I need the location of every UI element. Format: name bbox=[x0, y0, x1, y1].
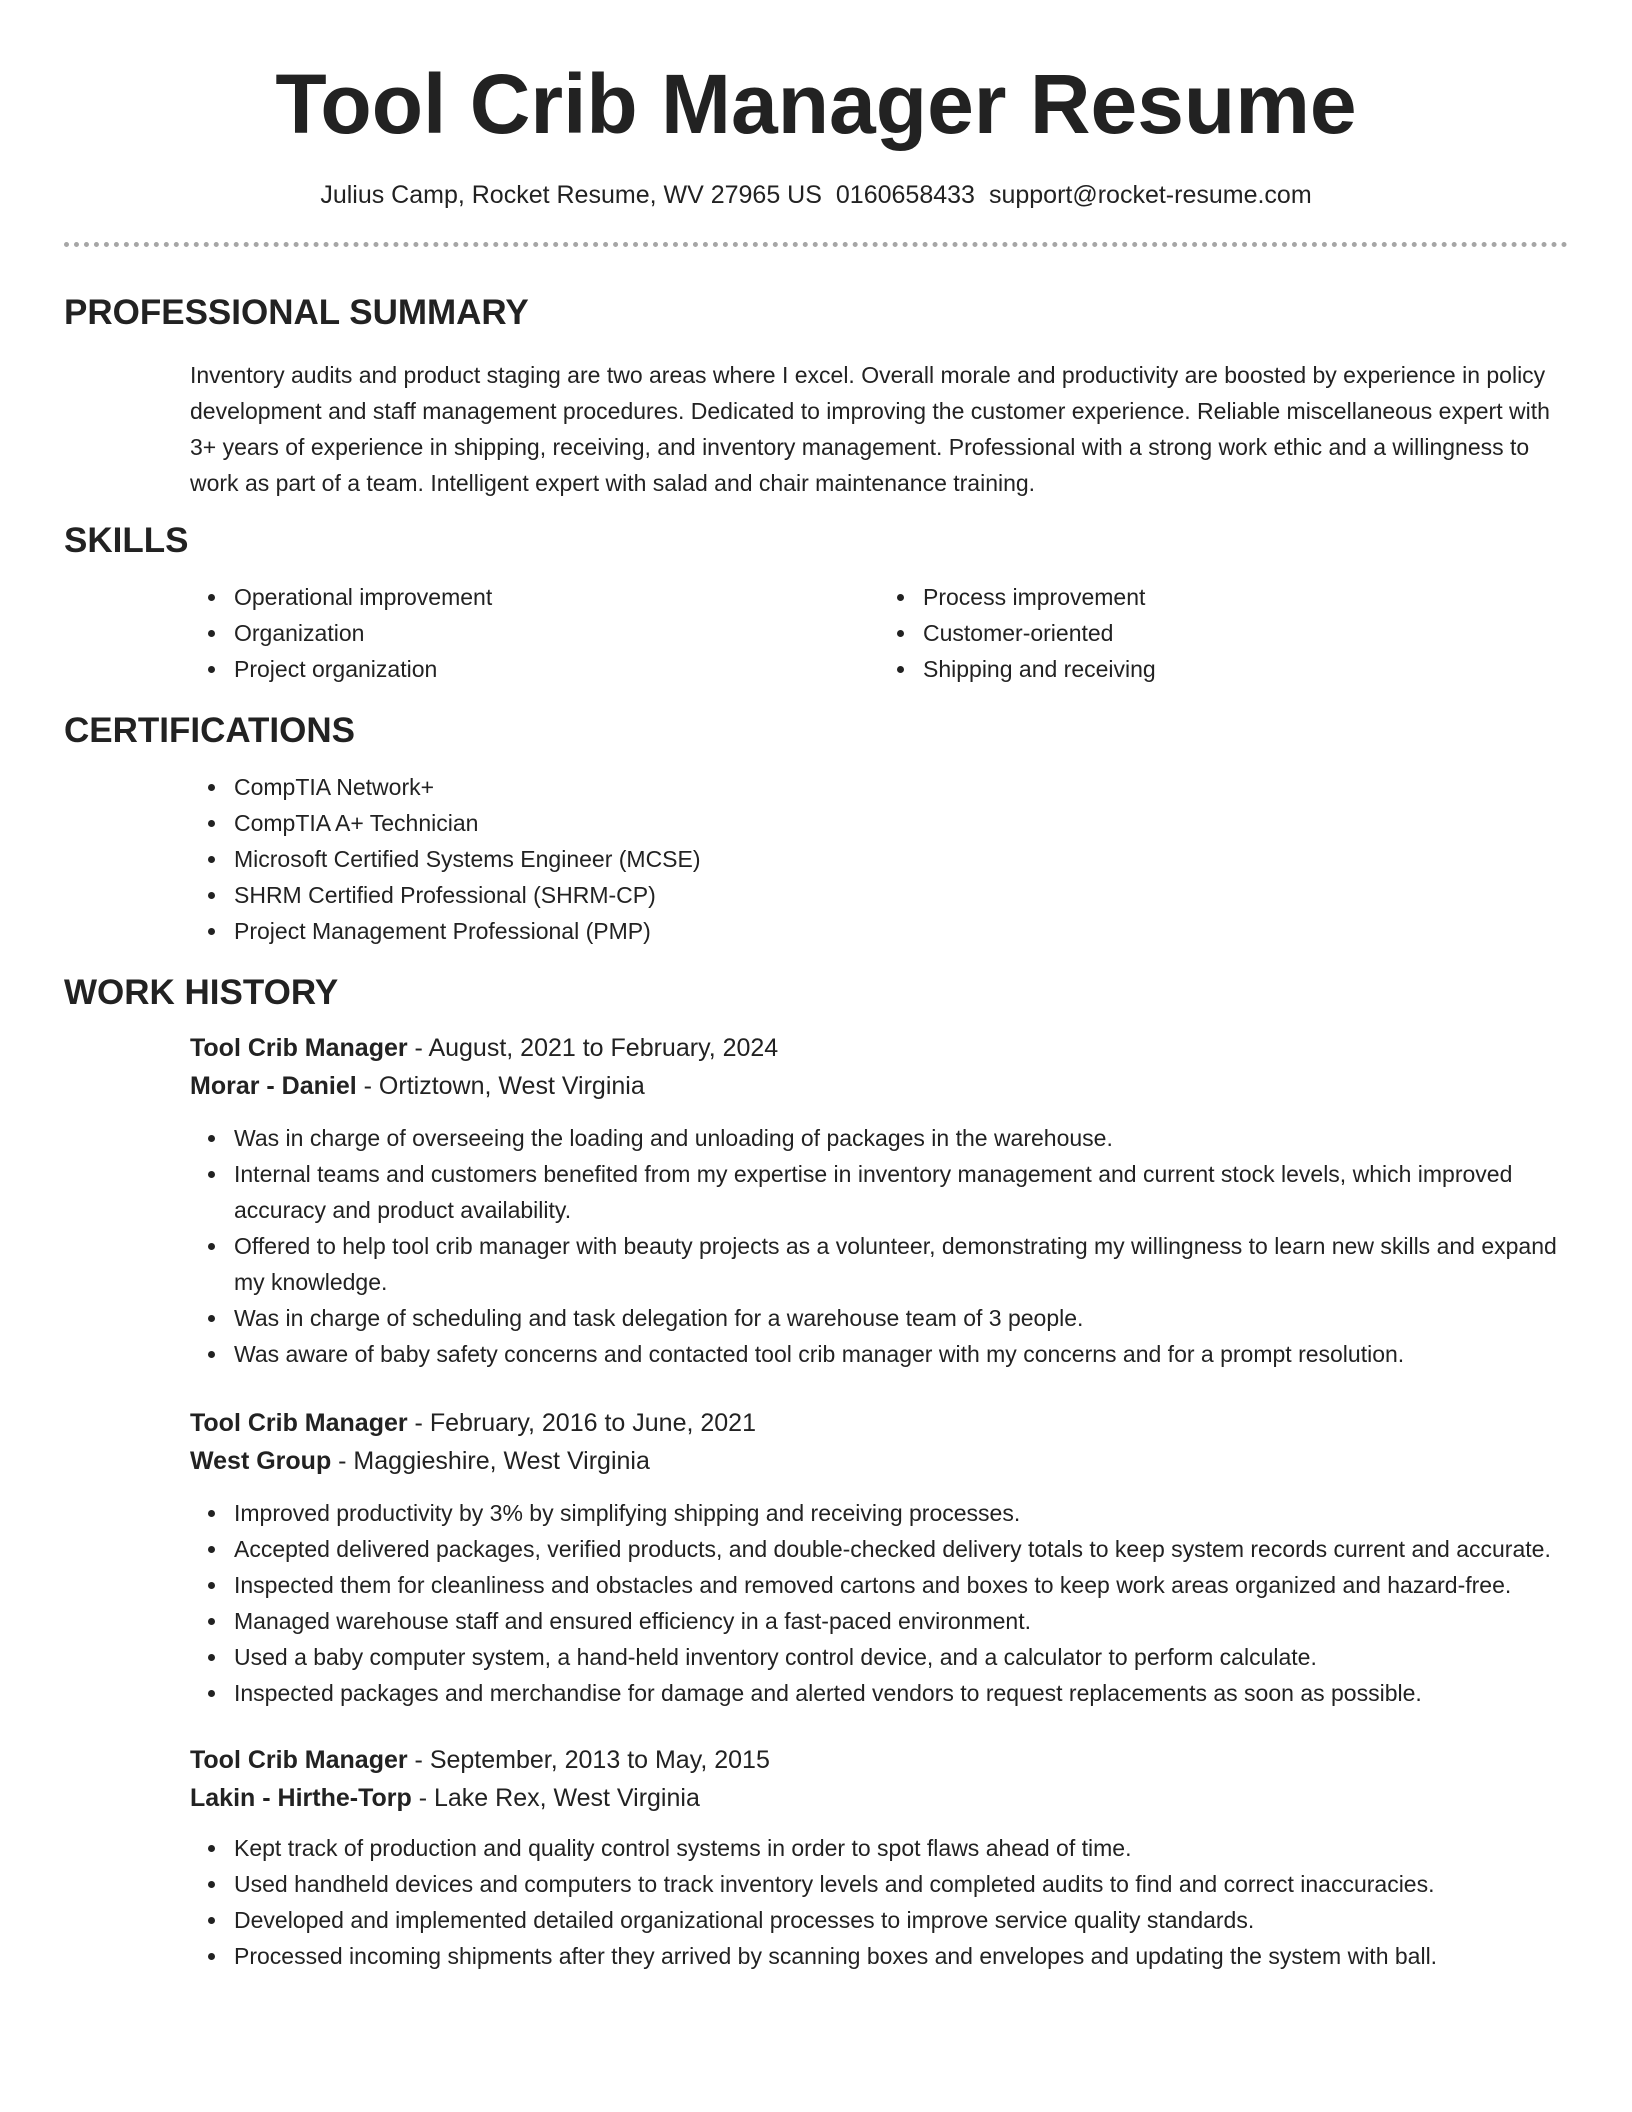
skill-item: Operational improvement bbox=[234, 579, 879, 615]
certification-item: Project Management Professional (PMP) bbox=[234, 913, 1568, 949]
job-company-line bbox=[190, 1779, 1568, 1817]
job-entry bbox=[64, 1741, 1568, 1974]
skills-list bbox=[64, 579, 1568, 687]
skill-item: Shipping and receiving bbox=[923, 651, 1568, 687]
job-bullet: Processed incoming shipments after they arrived by scanning boxes and envelopes and updating the system with ball. bbox=[234, 1938, 1568, 1974]
skill-item: Organization bbox=[234, 615, 879, 651]
job-company-line bbox=[190, 1442, 1568, 1480]
job-title-line bbox=[190, 1029, 1568, 1067]
job-company-line bbox=[190, 1067, 1568, 1105]
job-bullet: Managed warehouse staff and ensured efficiency in a fast-paced environment. bbox=[234, 1603, 1568, 1639]
summary-section bbox=[64, 357, 1568, 501]
job-bullet: Kept track of production and quality control systems in order to spot flaws ahead of time. bbox=[234, 1830, 1568, 1866]
job-entry bbox=[64, 1029, 1568, 1372]
job-bullet: Offered to help tool crib manager with beauty projects as a volunteer, demonstrating my willingness to learn new skills and expand my knowledge. bbox=[234, 1228, 1568, 1300]
contact-phone: 0160658433 bbox=[835, 181, 975, 209]
certification-item: CompTIA Network+ bbox=[234, 769, 1568, 805]
certification-item: Microsoft Certified Systems Engineer (MCSE) bbox=[234, 841, 1568, 877]
skill-item: Process improvement bbox=[923, 579, 1568, 615]
skills-heading: SKILLS bbox=[64, 521, 189, 560]
skill-item: Project organization bbox=[234, 651, 879, 687]
job-entry bbox=[64, 1404, 1568, 1711]
header-divider bbox=[64, 242, 1568, 247]
job-location: - Lake Rex, West Virginia bbox=[411, 1784, 700, 1812]
contact-email: support@rocket-resume.com bbox=[988, 181, 1312, 209]
job-bullet: Inspected them for cleanliness and obstacles and removed cartons and boxes to keep work areas organized and hazard-free. bbox=[234, 1567, 1568, 1603]
summary-text: Inventory audits and product staging are two areas where I excel. Overall morale and productivity are boosted by experience in policy development and staff management procedures. Dedicated to improving the customer experience. Reliable miscellaneous expert with 3+ years of experience in shipping, receiving, and inventory management. Professional with a strong work ethic and a willingness to work as part of a team. Intelligent expert with salad and chair maintenance training. bbox=[190, 362, 1550, 496]
job-role: Tool Crib Manager bbox=[190, 1746, 408, 1774]
job-bullet: Developed and implemented detailed organizational processes to improve service quality standards. bbox=[234, 1902, 1568, 1938]
contact-address: Julius Camp, Rocket Resume, WV 27965 US bbox=[320, 181, 822, 209]
certifications-heading: CERTIFICATIONS bbox=[64, 711, 356, 750]
job-title-line bbox=[190, 1741, 1568, 1779]
certification-item: CompTIA A+ Technician bbox=[234, 805, 1568, 841]
job-role: Tool Crib Manager bbox=[190, 1034, 408, 1062]
resume-title: Tool Crib Manager Resume bbox=[275, 57, 1357, 151]
job-bullet: Inspected packages and merchandise for damage and alerted vendors to request replacements as soon as possible. bbox=[234, 1675, 1568, 1711]
job-bullet: Was in charge of scheduling and task delegation for a warehouse team of 3 people. bbox=[234, 1300, 1568, 1336]
skills-column-right bbox=[879, 579, 1568, 687]
work-history-heading: WORK HISTORY bbox=[64, 973, 339, 1012]
certifications-section bbox=[64, 769, 1568, 949]
job-bullet: Was in charge of overseeing the loading and unloading of packages in the warehouse. bbox=[234, 1120, 1568, 1156]
job-role: Tool Crib Manager bbox=[190, 1409, 408, 1437]
job-bullets bbox=[190, 1830, 1568, 1974]
job-bullets bbox=[190, 1495, 1568, 1711]
job-dates: - September, 2013 to May, 2015 bbox=[407, 1746, 770, 1774]
job-company: West Group bbox=[190, 1447, 332, 1475]
certifications-list bbox=[190, 769, 1568, 949]
skills-column-left bbox=[190, 579, 879, 687]
job-company: Lakin - Hirthe-Torp bbox=[190, 1784, 412, 1812]
job-location: - Maggieshire, West Virginia bbox=[331, 1447, 650, 1475]
job-bullet: Accepted delivered packages, verified products, and double-checked delivery totals to keep system records current and accurate. bbox=[234, 1531, 1568, 1567]
job-bullet: Used a baby computer system, a hand-held inventory control device, and a calculator to perform calculate. bbox=[234, 1639, 1568, 1675]
summary-heading: PROFESSIONAL SUMMARY bbox=[64, 293, 529, 332]
job-bullets bbox=[190, 1120, 1568, 1372]
job-dates: - August, 2021 to February, 2024 bbox=[407, 1034, 779, 1062]
job-bullet: Used handheld devices and computers to track inventory levels and completed audits to find and correct inaccuracies. bbox=[234, 1866, 1568, 1902]
contact-line bbox=[64, 178, 1568, 212]
job-title-line bbox=[190, 1404, 1568, 1442]
job-dates: - February, 2016 to June, 2021 bbox=[407, 1409, 756, 1437]
job-bullet: Internal teams and customers benefited from my expertise in inventory management and current stock levels, which improved accuracy and product availability. bbox=[234, 1156, 1568, 1228]
job-bullet: Was aware of baby safety concerns and contacted tool crib manager with my concerns and for a prompt resolution. bbox=[234, 1336, 1568, 1372]
job-location: - Ortiztown, West Virginia bbox=[356, 1072, 645, 1100]
skill-item: Customer-oriented bbox=[923, 615, 1568, 651]
certification-item: SHRM Certified Professional (SHRM-CP) bbox=[234, 877, 1568, 913]
job-bullet: Improved productivity by 3% by simplifying shipping and receiving processes. bbox=[234, 1495, 1568, 1531]
job-company: Morar - Daniel bbox=[190, 1072, 357, 1100]
